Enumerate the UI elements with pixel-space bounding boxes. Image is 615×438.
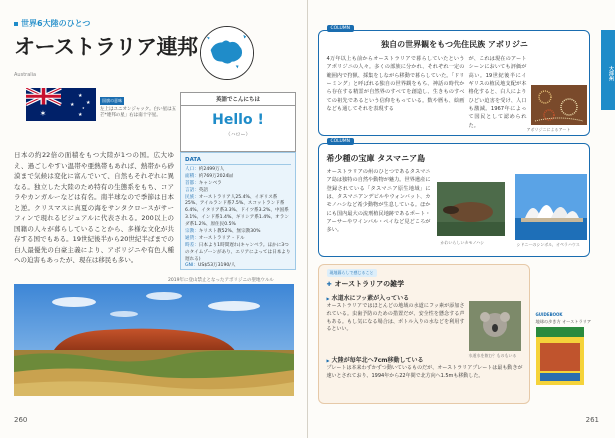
hello-word: Hello !	[212, 112, 264, 128]
trivia-head: ▶ 水道水にフッ素が入っている	[327, 293, 410, 302]
data-row: 時差：日本より1時間遅れ(キャンベラ。ほかに3つのタイムゾーンがあり、エリアによっては日本より遅れる)	[185, 242, 291, 262]
art-caption: アボリジニによるアート	[526, 127, 571, 132]
data-row: 面積：約769万2024㎢	[185, 173, 234, 179]
hello-reading: （ハロー）	[225, 132, 251, 138]
data-title: DATA	[185, 157, 291, 165]
platypus-photo	[437, 182, 505, 236]
column-tag: COLUMN	[327, 138, 355, 145]
data-row: 宗教：キリスト教52%、無宗教30%	[185, 229, 261, 235]
tasmania-title: 希少種の宝庫 タスマニア島	[326, 154, 426, 163]
data-row: 通貨：オーストラリア・ドル	[185, 235, 245, 241]
body-text: 日本の約22倍の面積をもつ大陸が1つの国。広大ゆえ、過ごしやすい温帯や亜熱帯もあれば、熱帯から砂漠まで気候は変化に富んでいて、自然もそれぞれに異なる。独立した大陸のため特有の生態系をもち、コアラやカンガルーなどは有名。南半球なので季節は日本と逆。クリスマスに真夏の海をサンタクロースがサーフィンで現れるビジュアルに代表される。200以上の国籍の人々が暮らしていることから、多様な文化が共存する国でもある。19世紀後半から20世紀半ばまでの白人最優先の白豪主義により、アボリジニや有色人種への迫害もあったが、現在は移民も多い。	[14, 151, 174, 265]
tasmania-text: オーストラリアの州のひとつであるタスマニア島は独特の自然や動物が魅力。世界遺産に登録されている「タスマニア原生地域」には、タスマニアンデビルやウォンバット、カモノハシなど希少動物が生息している。ほかにも国内最大の流刑植民地跡であるポート・アーサーやワインバル・ペイなど見どころが多い。	[326, 169, 431, 234]
data-row: 言語：英語	[185, 187, 208, 193]
svg-text:★: ★	[78, 93, 83, 99]
platypus-caption: かわいらしいカモノハシ	[440, 240, 485, 245]
page-number-right: 261	[585, 416, 599, 424]
aboriginal-art-photo	[531, 85, 587, 125]
koala-caption: 水道水を飲む？ものもいる	[468, 353, 517, 358]
trivia-tag: 現地暮らしで感じること	[327, 269, 377, 277]
flag-note-text: 左上はユニオンジャック。白い星は五芒*連邦の星」右は南十字星。	[100, 106, 177, 118]
trivia-box	[318, 264, 530, 404]
uluru-photo	[14, 284, 294, 396]
aboriginal-text: 4万年以上も前からオーストラリアで暮らしていたというアボリジニの人々。多くの部族に分かれ、それぞれ一定の範囲内で狩猟、採集をしながら移動で暮らしていた。「ドリーミング」と呼ばれる独自の世界観をもち、神話の時代から存在する精霊が自然界のすべてを創造し、生きものすべての祖先であるという信仰をもっている。数や暦も、絵画なども通してそれを表現する	[326, 56, 465, 112]
column-tag: COLUMN	[327, 25, 355, 32]
aboriginal-column	[318, 26, 590, 136]
flag-note	[100, 97, 178, 119]
data-row: 民族：オーストラリア人25.4%、イギリス系25%、アイルランド系7.5%、スコットランド系6.4%、イタリア系3.3%、ドイツ系3.2%、中国系3.1%、インド系1.4%、ギリシア系1.4%、オランダ系1.2%、原住民0.5%	[185, 194, 289, 228]
series-label: 世界6大陸のひとつ	[14, 18, 90, 29]
svg-text:★: ★	[82, 106, 85, 110]
page-title-en: Australia	[14, 72, 37, 78]
aboriginal-title: 独自の世界観をもつ先住民族 アボリジニ	[381, 40, 528, 49]
australia-flag-icon	[26, 88, 96, 121]
guidebook-tag: GUIDEBOOK	[535, 312, 563, 317]
aboriginal-text-right: が、これは現在のアートシーンにおいても評価が高い。19世紀後半にイギリスの植民地支配が本格化すると、白人によりひどい迫害を受け、人口も激減。1967年によって国民として認められた。	[468, 56, 527, 129]
data-row: GNI：US$53万3190/人	[185, 263, 236, 269]
page-number-left: 260	[14, 416, 28, 424]
tasmania-column	[318, 139, 590, 257]
right-page	[308, 0, 615, 438]
region-tab[interactable]: 大洋州	[601, 30, 615, 110]
hello-header: 英語でこんにちは	[181, 93, 295, 106]
globe-map-icon	[200, 26, 254, 80]
svg-text:★: ★	[78, 112, 83, 118]
uluru-photo-caption: 2019年に登山禁止となったアボリジニの聖地ウルル	[168, 278, 274, 283]
region-tab-label: 大洋州	[608, 80, 614, 95]
page-title: オーストラリア連邦	[14, 35, 198, 59]
guidebook-cover-icon	[536, 327, 584, 385]
svg-text:★: ★	[86, 100, 91, 106]
guidebook-text: 地球の歩き方 オーストラリア	[535, 319, 592, 324]
trivia-text: プレートは本来わずかずつ動いているものだが、オーストラリアプレートは最も動きが速いとされており、1994年から22年間で北方向へ1.5mも移動した。	[326, 365, 523, 379]
hello-box	[180, 92, 296, 152]
guidebook-promo[interactable]	[536, 312, 592, 406]
svg-text:✶: ✶	[39, 109, 47, 118]
opera-caption: シドニーのシンボル、オペラハウス	[516, 242, 580, 247]
data-row: 人口：約2499万人	[185, 167, 225, 172]
koala-photo	[469, 301, 521, 351]
trivia-title: ✚ オーストラリアの雑学	[327, 279, 405, 289]
data-box	[180, 152, 296, 270]
data-row: 首都：キャンベラ	[185, 180, 222, 186]
opera-house-photo	[515, 174, 587, 240]
flag-note-tag: 国旗の意味	[102, 98, 122, 103]
trivia-head: ▶ 大陸が毎年北へ7cm移動している	[327, 355, 424, 364]
svg-text:★: ★	[70, 102, 75, 108]
trivia-text: オーストラリアではほとんどの地域の水道にフッ素が添加されている。虫歯予防のための措置だが、安全性を懸念する声もある。もし気になる場合は、ボトル入りの水などを利用するといい。	[326, 303, 465, 333]
